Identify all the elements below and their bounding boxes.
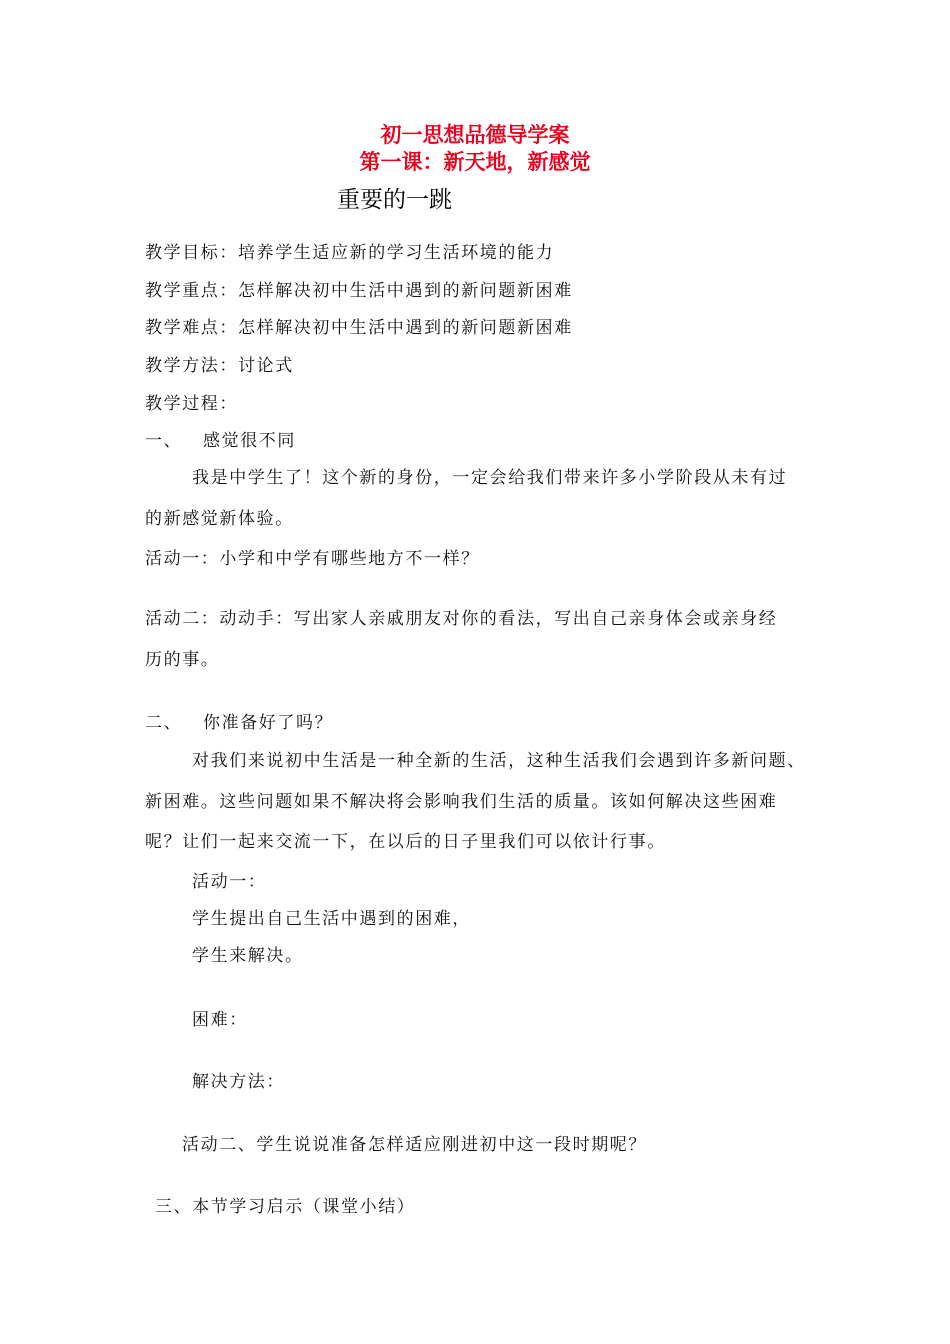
section-3-heading: 三、本节学习启示（课堂小结） <box>155 1197 416 1217</box>
section-2-number: 二、 <box>145 713 183 733</box>
section-1-heading <box>145 430 296 452</box>
section-2-paragraph-line-2: 新困难。这些问题如果不解决将会影响我们生活的质量。该如何解决这些困难 <box>145 792 778 812</box>
section-1-title: 感觉很不同 <box>203 431 296 451</box>
difficulty-label: 困难： <box>192 1010 248 1030</box>
section-1-activity-2-line-1: 活动二：动动手：写出家人亲戚朋友对你的看法，写出自己亲身体会或亲身经 <box>145 609 778 629</box>
section-2-activity-1-line-2: 学生来解决。 <box>192 946 304 966</box>
section-1-number: 一、 <box>145 431 183 451</box>
teaching-goal: 教学目标：培养学生适应新的学习生活环境的能力 <box>145 243 555 263</box>
document-title: 初一思想品德导学案 <box>380 123 570 147</box>
solution-label: 解决方法： <box>192 1072 285 1092</box>
section-2-paragraph-line-1: 对我们来说初中生活是一种全新的生活，这种生活我们会遇到许多新问题、 <box>192 751 806 771</box>
section-1-activity-1: 活动一：小学和中学有哪些地方不一样？ <box>145 549 480 569</box>
teaching-difficulty: 教学难点：怎样解决初中生活中遇到的新问题新困难 <box>145 318 573 338</box>
lesson-title: 第一课：新天地，新感觉 <box>359 150 591 174</box>
section-2-activity-1-label: 活动一： <box>192 872 267 892</box>
section-2-heading <box>145 712 333 734</box>
section-2-activity-1-line-1: 学生提出自己生活中遇到的困难， <box>192 909 471 929</box>
section-2-activity-2: 活动二、学生说说准备怎样适应刚进初中这一段时期呢？ <box>182 1135 647 1155</box>
teaching-key-point: 教学重点：怎样解决初中生活中遇到的新问题新困难 <box>145 281 573 301</box>
section-2-title: 你准备好了吗？ <box>203 713 334 733</box>
section-1-paragraph-line-2: 的新感觉新体验。 <box>145 509 294 529</box>
teaching-method: 教学方法：讨论式 <box>145 356 294 376</box>
section-2-paragraph-line-3: 呢？让们一起来交流一下，在以后的日子里我们可以依计行事。 <box>145 832 666 852</box>
section-main-title: 重要的一跳 <box>337 187 452 213</box>
section-1-paragraph-line-1: 我是中学生了！这个新的身份，一定会给我们带来许多小学阶段从未有过 <box>192 468 788 488</box>
section-1-activity-2-line-2: 历的事。 <box>145 650 220 670</box>
teaching-process: 教学过程： <box>145 394 238 414</box>
